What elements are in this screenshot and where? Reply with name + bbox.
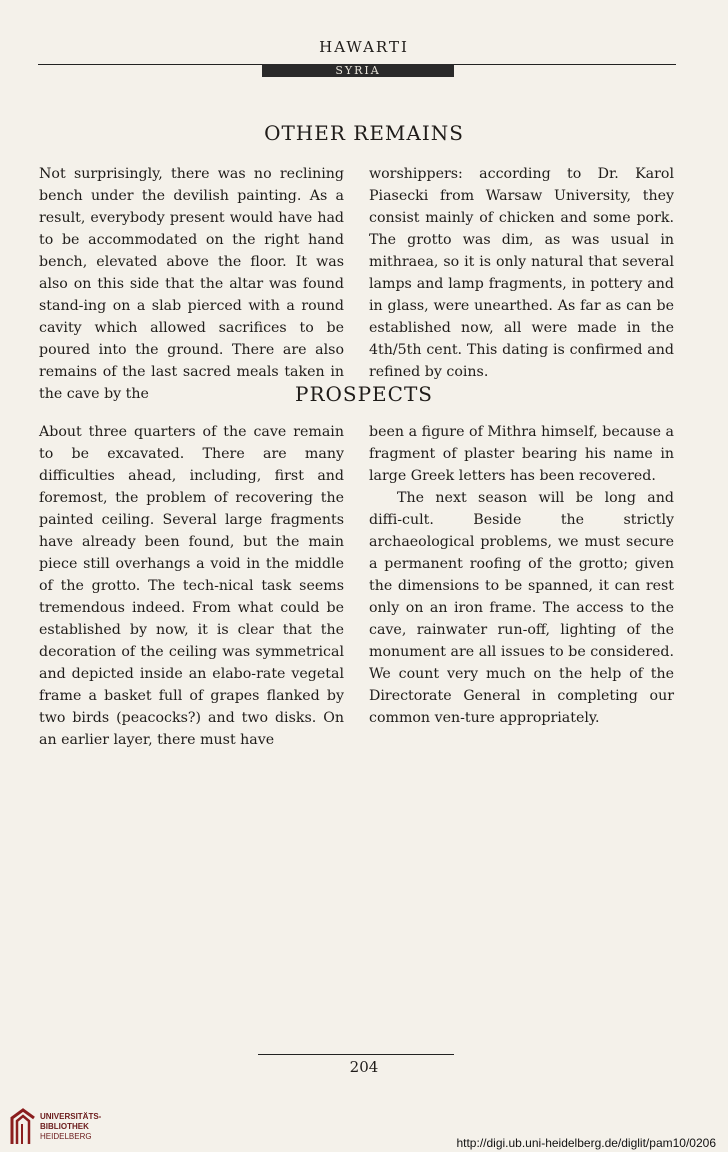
- prospects-left-column: [39, 421, 344, 751]
- paragraph: worshippers: according to Dr. Karol Piasecki from Warsaw University, they consist mainly of chicken and some pork. The grotto was dim, as was usual in mithraea, so it is only natural that several lamps and lamp fragments, in pottery and in glass, were unearthed. As far as can be established now, all were made in the 4th/5th cent. This dating is confirmed and refined by coins.: [369, 166, 674, 380]
- running-head: HAWARTI: [319, 38, 409, 56]
- library-name: [40, 1112, 101, 1142]
- paragraph: The next season will be long and diffi-cult. Beside the strictly archaeological problems, we must secure a permanent roofing of the grotto; given the dimensions to be spanned, it can rest only on an iron frame. The access to the cave, rainwater run-off, lighting of the monument are all issues to be considered. We count very much on the help of the Directorate General in completing our common ven-ture appropriately.: [369, 490, 674, 726]
- library-name-line: HEIDELBERG: [40, 1132, 92, 1141]
- heading-other-remains: OTHER REMAINS: [264, 121, 464, 145]
- prospects-right-column: [369, 421, 674, 729]
- library-name-line: UNIVERSITÄTS-: [40, 1112, 102, 1121]
- source-url[interactable]: http://digi.ub.uni-heidelberg.de/diglit/pam10/0206: [456, 1136, 716, 1150]
- paragraph: been a figure of Mithra himself, because a fragment of plaster bearing his name in large Greek letters has been recovered.: [369, 424, 674, 484]
- library-emblem-icon: [10, 1108, 36, 1146]
- paragraph: About three quarters of the cave remain to be excavated. There are many difficulties ahead, including, first and foremost, the problem of recovering the painted ceiling. Several large fragments have already been found, but the main piece still overhangs a void in the middle of the grotto. The tech-nical task seems tremendous indeed. From what could be established by now, it is clear that the decoration of the ceiling was symmetrical and depicted inside an elabo-rate vegetal frame a basket full of grapes flanked by two birds (peacocks?) and two disks. On an earlier layer, there must have: [39, 424, 344, 748]
- footer-rule: [258, 1054, 454, 1055]
- other-remains-left-column: [39, 163, 344, 405]
- section-label: SYRIA: [262, 64, 454, 77]
- page-number: 204: [349, 1058, 379, 1076]
- library-name-line: BIBLIOTHEK: [40, 1122, 89, 1131]
- heading-prospects: PROSPECTS: [294, 382, 433, 406]
- other-remains-right-column: [369, 163, 674, 383]
- paragraph: Not surprisingly, there was no reclining bench under the devilish painting. As a result, everybody present would have had to be accommodated on the right hand bench, elevated above the floor. It was also on this side that the altar was found stand-ing on a slab pierced with a round cavity which allowed sacrifices to be poured into the ground. There are also remains of the last sacred meals taken in the cave by the: [39, 166, 344, 402]
- library-logo[interactable]: [10, 1108, 101, 1146]
